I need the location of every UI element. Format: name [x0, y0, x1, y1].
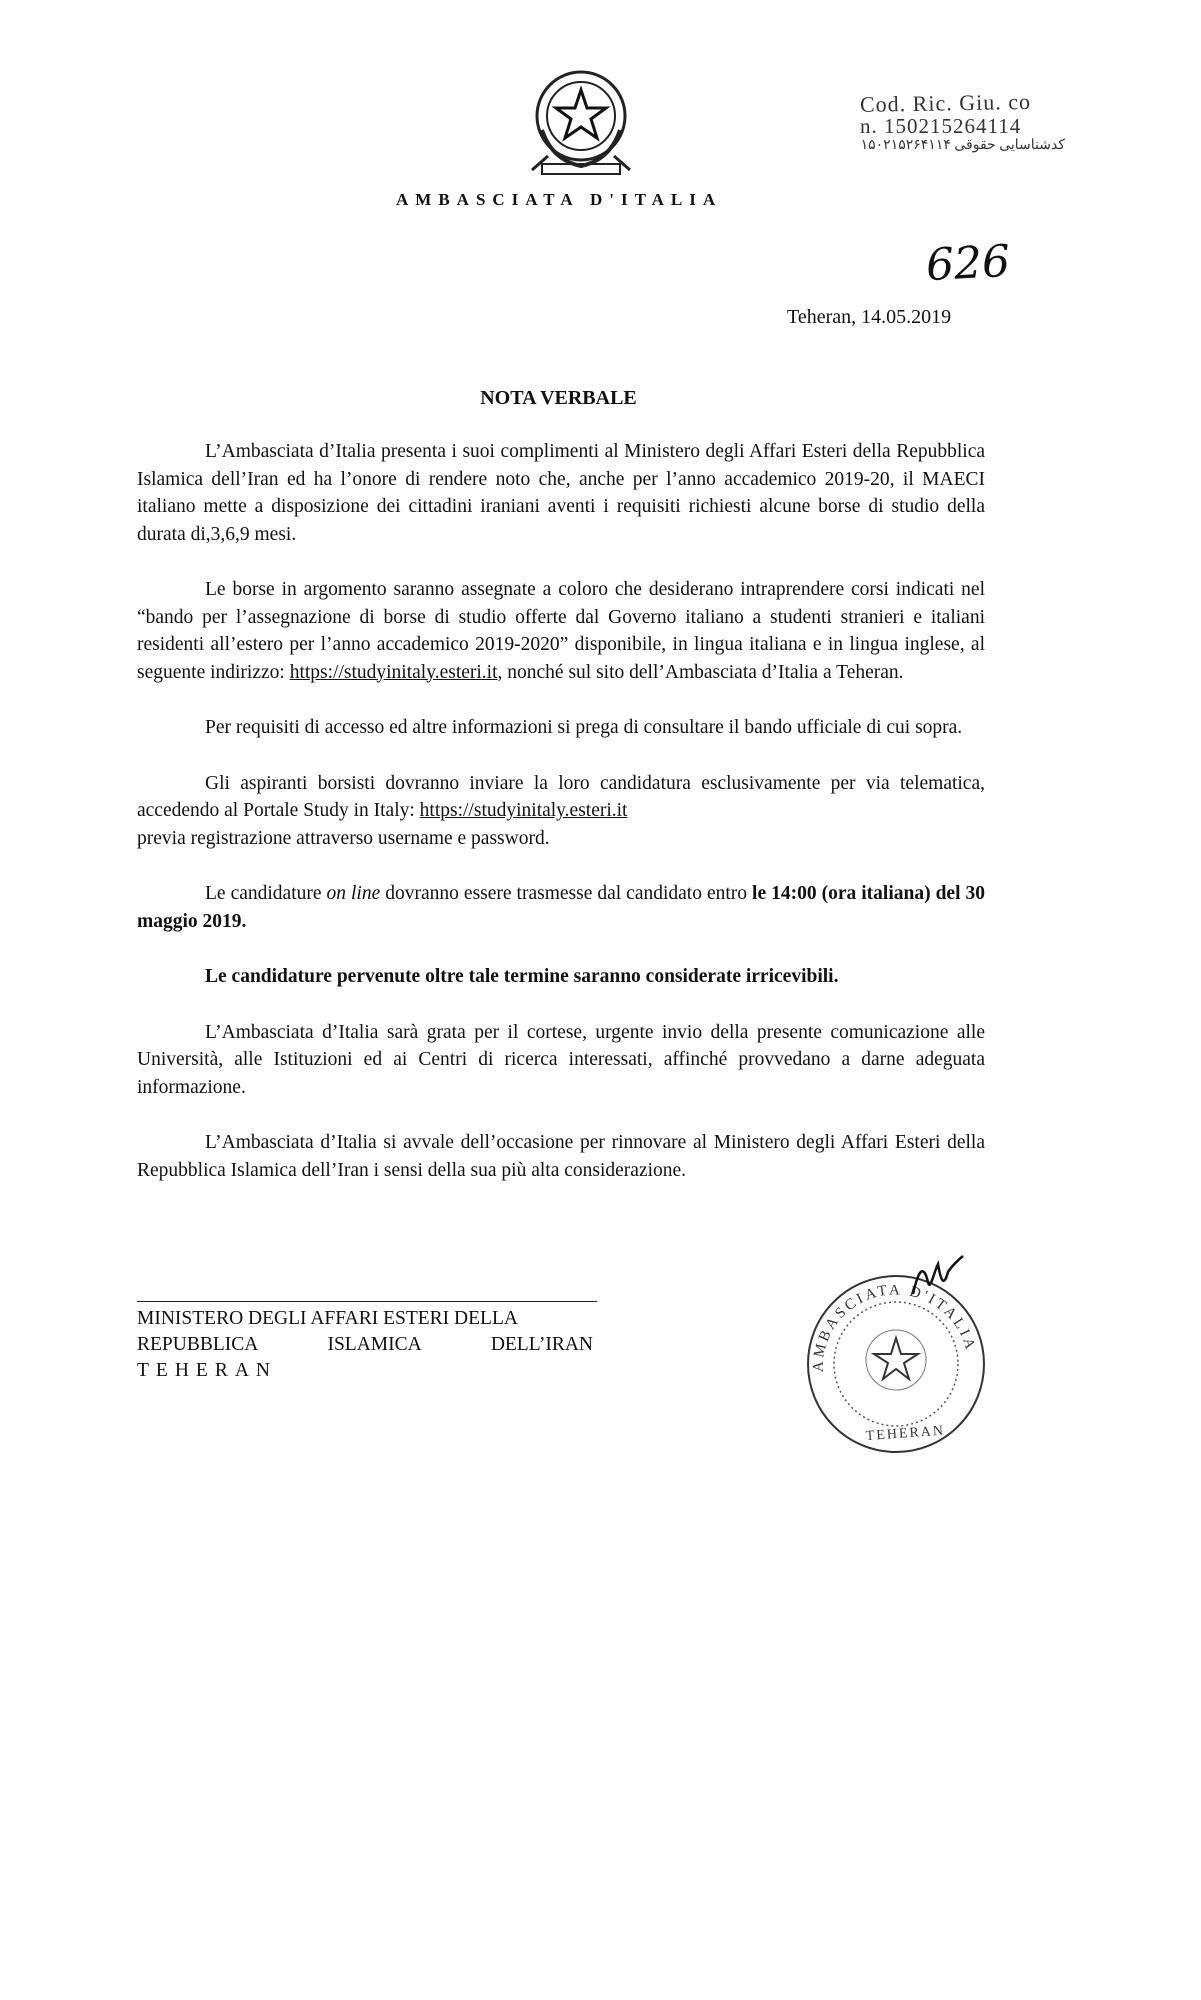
registry-stamp: [860, 90, 1080, 154]
embassy-name: AMBASCIATA D'ITALIA: [396, 190, 723, 209]
letter-body: [137, 438, 985, 1212]
paragraph-8: L’Ambasciata d’Italia si avvale dell’occasione per rinnovare al Ministero degli Affari Esteri della Repubblica Islamica dell’Iran i sensi della sua più alta considerazione.: [137, 1132, 985, 1181]
paragraph-2-text: Le borse in argomento saranno assegnate a coloro che desiderano intraprendere corsi indicati nel “bando per l’assegnazione di borse di studio offerte dal Governo italiano a studenti stranieri e italiani residenti all’estero per l’anno accademico 2019-2020” disponibile, in lingua italiana e in lingua inglese, al seguente indirizzo:: [137, 579, 985, 683]
document-date: Teheran, 14.05.2019: [787, 306, 952, 328]
recipient-line-2-word-1: REPUBBLICA: [137, 1334, 259, 1355]
paragraph-2: [137, 576, 985, 686]
handwritten-protocol-number: 626: [924, 235, 1012, 292]
paragraph-1: L’Ambasciata d’Italia presenta i suoi complimenti al Ministero degli Affari Esteri della Repubblica Islamica dell’Iran ed ha l’onore di rendere noto che, anche per l’anno accademico 2019-20, il MAECI italiano mette a disposizione dei cittadini iraniani aventi i requisiti richiesti alcune borse di studio della durata di,3,6,9 mesi.: [137, 441, 985, 545]
document-title: NOTA VERBALE: [480, 387, 637, 409]
paragraph-4: [137, 770, 985, 853]
italian-republic-emblem-icon: [522, 60, 640, 182]
seal-ring-text: AMBASCIATA D'ITALIA: [810, 1282, 979, 1373]
paragraph-3: Per requisiti di accesso ed altre informazioni si prega di consultare il bando ufficiale di cui sopra.: [205, 717, 963, 738]
registry-stamp-line2: n. 150215264114: [860, 114, 1022, 138]
embassy-seal-stamp-icon: [788, 1252, 998, 1462]
recipient-line-1: MINISTERO DEGLI AFFARI ESTERI DELLA: [137, 1308, 518, 1329]
paragraph-7: L’Ambasciata d’Italia sarà grata per il cortese, urgente invio della presente comunicazione alle Università, alle Istituzioni ed ai Centri di ricerca interessati, affinché provvedano a darne adeguata informazione.: [137, 1021, 985, 1098]
paragraph-5-online: on line: [326, 883, 381, 904]
registry-stamp-line1: Cod. Ric. Giu. co: [859, 88, 1032, 117]
svg-text:AMBASCIATA D'ITALIA: [811, 1282, 979, 1372]
study-in-italy-portal-link[interactable]: https://studyinitaly.esteri.it: [419, 800, 628, 821]
deadline: le 14:00 (ora italiana) del 30 maggio 2019.: [137, 883, 986, 932]
paragraph-5-mid: dovranno essere trasmesse dal candidato entro: [385, 883, 748, 904]
paragraph-4-tail: previa registrazione attraverso username e password.: [137, 827, 550, 849]
recipient-line-2-word-3: DELL’IRAN: [490, 1334, 593, 1355]
paragraph-5: [137, 880, 985, 935]
recipient-block: [137, 1301, 597, 1384]
paragraph-6: Le candidature pervenute oltre tale termine saranno considerate irricevibili.: [205, 966, 839, 987]
recipient-line-3: TEHERAN: [137, 1360, 277, 1381]
study-in-italy-link[interactable]: https://studyinitaly.esteri.it: [289, 661, 498, 683]
registry-stamp-line3: کدشناسایی حقوقی ۱۵۰۲۱۵۲۶۴۱۱۴: [860, 138, 1065, 153]
recipient-line-2: [137, 1332, 593, 1358]
seal-city-text: TEHERAN: [865, 1423, 946, 1445]
paragraph-4-text: Gli aspiranti borsisti dovranno inviare la loro candidatura esclusivamente per via telematica, accedendo al Portale Study in Italy:: [137, 772, 985, 821]
recipient-line-2-word-2: ISLAMICA: [327, 1334, 422, 1355]
paragraph-5-start: Le candidature: [205, 883, 322, 904]
recipient-divider: [137, 1301, 597, 1302]
paragraph-2-tail: , nonché sul sito dell’Ambasciata d’Italia a Teheran.: [497, 661, 904, 683]
